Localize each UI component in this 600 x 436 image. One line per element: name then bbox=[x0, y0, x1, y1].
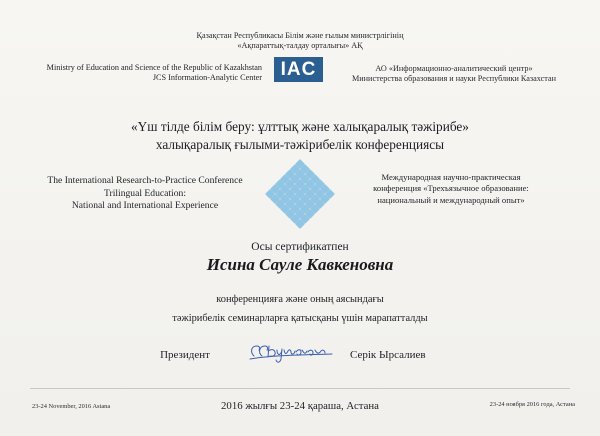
award-line-2: тәжірибелік семинарларға қатысқаны үшін марапатталды bbox=[172, 313, 428, 324]
conference-title-kz bbox=[0, 118, 600, 154]
footer-divider bbox=[30, 388, 570, 389]
president-name: Серік Ырсалиев bbox=[350, 349, 426, 361]
certificate-intro: Осы сертификатпен bbox=[251, 241, 349, 253]
ru-ministry-line-1: АО «Информационно-аналитический центр» bbox=[375, 64, 533, 73]
conference-en-line-1: The International Research-to-Practice Conference bbox=[47, 175, 243, 186]
award-line-1: конференцияға және оның аясындағы bbox=[216, 294, 384, 305]
kz-ministry-line-2: «Ақпараттық-талдау орталығы» АҚ bbox=[237, 41, 363, 50]
handwritten-signature bbox=[244, 340, 336, 366]
conference-emblem-icon bbox=[264, 158, 336, 230]
conference-ru-line-2: конференция «Трехъязычное образование: bbox=[373, 183, 529, 194]
conference-title-ru bbox=[335, 172, 567, 206]
footer-date-en: 23-24 November, 2016 Astana bbox=[32, 403, 111, 410]
kz-ministry-line-1: Қазақстан Республикасы Білім және ғылым министрлігінің bbox=[196, 31, 404, 40]
ru-ministry-header bbox=[334, 64, 574, 84]
ru-ministry-line-2: Министерства образования и науки Республики Казахстан bbox=[352, 74, 556, 83]
footer-date-ru: 23-24 ноября 2016 года, Астана bbox=[489, 401, 575, 408]
kz-ministry-header bbox=[0, 31, 600, 51]
en-ministry-header bbox=[30, 63, 262, 83]
iac-logo-text: IAC bbox=[280, 58, 317, 80]
en-ministry-line-2: JCS Information-Analytic Center bbox=[152, 73, 262, 82]
president-label: Президент bbox=[160, 349, 210, 361]
conference-title-en bbox=[26, 175, 264, 213]
conference-title-kz-line-2: халықаралық ғылыми-тәжірибелік конференциясы bbox=[155, 137, 445, 152]
award-text bbox=[0, 290, 600, 328]
conference-en-line-2: Trilingual Education: bbox=[104, 187, 186, 199]
iac-logo bbox=[274, 57, 323, 82]
emblem-band bbox=[264, 158, 336, 230]
conference-ru-line-1: Международная научно-практическая bbox=[381, 172, 521, 182]
en-ministry-line-1: Ministry of Education and Science of the Republic of Kazakhstan bbox=[46, 63, 262, 72]
recipient-name: Исина Сауле Кавкеновна bbox=[206, 255, 394, 274]
conference-ru-line-3: национальный и международный опыт» bbox=[377, 194, 525, 205]
conference-en-line-3: National and International Experience bbox=[71, 200, 219, 211]
footer-date-kz: 2016 жылғы 23-24 қараша, Астана bbox=[221, 400, 379, 412]
conference-title-kz-line-1: «Үш тілде білім беру: ұлттық және халықаралық тәжірибе» bbox=[131, 119, 469, 134]
